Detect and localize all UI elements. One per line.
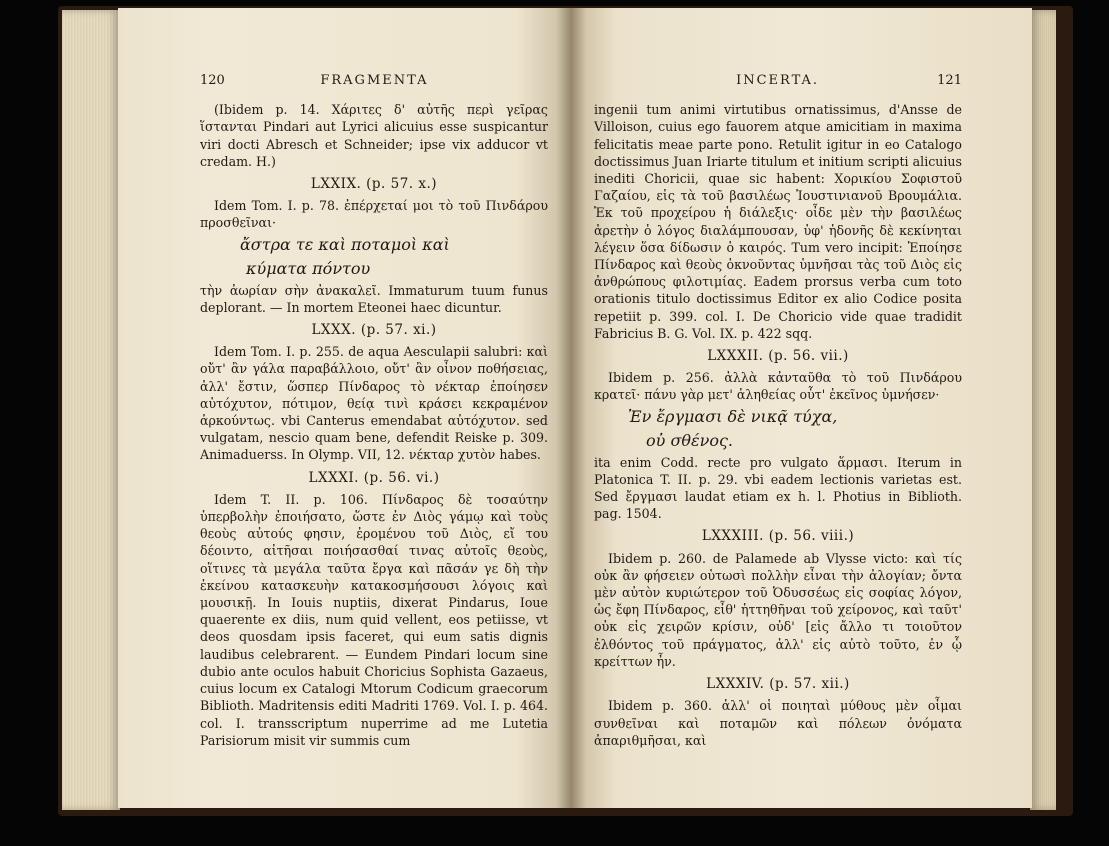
section-text: ita enim Codd. recte pro vulgato ἅρμασι. Iterum in Platonica T. II. p. 29. vbi eadem lectionis varietas est. Sed ἔργμασι laudat etiam ex h. l. Photius in Biblioth. pag. 1504.: [594, 454, 962, 522]
section-text: τὴν ἀωρίαν σὴν ἀνακαλεῖ. Immaturum tuum funus deplorant. — In mortem Eteonei haec dicuntur.: [200, 282, 548, 315]
verse-line: Ἐν ἔργμασι δὲ νικᾷ τύχα,: [628, 406, 838, 426]
section-heading: LXXIX. (p. 57. x.): [310, 176, 438, 193]
section-heading: LXXX. (p. 57. xi.): [311, 322, 437, 339]
section-heading: LXXXI. (p. 56. vi.): [308, 469, 440, 486]
left-page: [118, 8, 570, 808]
section-heading: LXXXIII. (p. 56. viii.): [701, 528, 855, 545]
section-heading: LXXXIV. (p. 57. xii.): [706, 676, 850, 693]
page-number: 120: [200, 73, 225, 88]
verse-line: οὐ σθένος.: [646, 430, 733, 450]
book-gutter: [556, 8, 586, 808]
running-title: FRAGMENTA: [320, 73, 429, 88]
page-number: 121: [937, 73, 962, 88]
section-text: Ibidem p. 260. de Palamede ab Vlysse victo: καὶ τίς οὐκ ἂν φήσειεν οὑτωσὶ πολλὴν εἶναι τὴν ἀλογίαν; ὄντα μὲν αὐτὸν κυριώτερον τοῦ Ὀδυσσέως εἰς σοφίας λόγον, ὡς ἔφη Πίνδαρος, εἶθ' ἡττηθῆναι τοῦ χείρονος, καὶ ταῦτ' οὐκ εἰς χειρῶν κρίσιν, οὐδ' [εἰς ἄλλο τι τοιοῦτον ἐλθόντος τοῦ πράγματος, ἀλλ' εἰς αὐτὸ τοῦτο, ἐν ᾧ κρείττων ἦν.: [594, 550, 962, 669]
verse-line: ἄστρα τε καὶ ποταμοὶ καὶ: [240, 234, 450, 254]
section-text: Ibidem p. 360. ἀλλ' οἱ ποιηταὶ μύθους μὲν οἶμαι συνθεῖναι καὶ ποταμῶν καὶ πόλεων ὀνόματα ἀπαριθμῆσαι, καὶ: [594, 698, 962, 748]
section-heading: LXXXII. (p. 56. vii.): [707, 348, 849, 365]
intro-paragraph: (Ibidem p. 14. Χάριτες δ' αὐτῆς περὶ γεῖρας ἵστανται Pindari aut Lyrici alicuius esse suspicantur viri docti Abresch et Schneider; ipse vix adducor vt credam. H.): [200, 102, 548, 169]
section-text: Idem Tom. I. p. 255. de aqua Aesculapii salubri: καὶ οὔτ' ἂν γάλα παραβάλλοιο, οὔτ' ἂν οἶνον ποθήσειας, ἀλλ' ἔστιν, ὥσπερ Πίνδαρος τὸ νέκταρ ἐποίησεν αὐτόχυτον, πότιμον, θείᾳ τινὶ κράσει κεκραμένον ἀρκούντως. vbi Canterus emendabat αὐτόχυτον. sed vulgatam, nescio quam bene, defendit Reiske p. 309. Animaduerss. In Olymp. VII, 12. νέκταρ χυτὸν habes.: [200, 344, 548, 463]
running-title: INCERTA.: [736, 73, 820, 88]
page-edges-left: [62, 10, 120, 810]
page-edges-right: [1030, 10, 1056, 810]
left-page-content: [200, 72, 548, 749]
section-text: Ibidem p. 256. ἀλλὰ κἀνταῦθα τὸ τοῦ Πινδάρου κρατεῖ· πάνυ γὰρ μετ' ἀληθείας οὗτ' ἐκεῖνος ὑμνήσεν·: [594, 370, 962, 403]
right-running-head: [594, 72, 962, 89]
left-running-head: [200, 72, 548, 89]
right-page-content: [594, 72, 962, 749]
section-text: Idem Tom. I. p. 78. ἐπέρχεταί μοι τὸ τοῦ Πινδάρου προσθεῖναι·: [200, 198, 548, 231]
right-page: [570, 8, 1032, 808]
verse-line: κύματα πόντου: [246, 258, 371, 278]
intro-paragraph: ingenii tum animi virtutibus ornatissimus, d'Ansse de Villoison, cuius ego fauorem atque amicitiam in maxima felicitatis meae parte pono. Retulit igitur in eo Catalogo doctissimus Juan Iriarte titulum et initium scripti alicuius inediti Choricii, quae sic habent: Χορικίου Σοφιστοῦ Γαζαίου, εἰς τὰ τοῦ βασιλέως Ἰουστινιανοῦ Βρουμάλια. Ἐκ τοῦ προχείρου ἡ διάλεξις· οἶδε μὲν τὴν βασιλέως ἀρετὴν ὁ λόγος διαλάμπουσαν, ὑφ' ἡδονῆς δὲ κεκίνηται λέγειν ὅσα δίδωσιν ὁ καιρός. Tum vero incipit: Ἐποίησε Πίνδαρος καὶ θεοὺς ὀκνοῦντας ὑμνῆσαι τὰς τοῦ Διὸς εἰς ἀνθρώπους φιλοτιμίας. Eadem prorsus verba cum toto orationis titulo doctissimus Editor ex alio Codice posita repetiit p. 399. col. I. De Choricio vide quae tradidit Fabricius B. G. Vol. IX. p. 422 sqq.: [594, 102, 962, 341]
section-text: Idem T. II. p. 106. Πίνδαρος δὲ τοσαύτην ὑπερβολὴν ἐποιήσατο, ὥστε ἐν Διὸς γάμῳ καὶ τοὺς θεοὺς αὐτούς φησιν, ἐρομένου τοῦ Διὸς, εἴ του δέοιντο, αἰτῆσαι ποιήσασθαί τινας αὐτοῖς θεοὺς, οἵτινες τὰ μεγάλα ταῦτα ἔργα καὶ πᾶσάν γε δὴ τὴν ἐκείνου κατασκευὴν κατακοσμήσουσι λόγοις καὶ μουσικῇ. In Iouis nuptiis, dixerat Pindarus, Ioue quaerente ex diis, num quid vellent, eos petiisse, vt deos quosdam ipsis faceret, qui eum satis dignis laudibus celebrarent. — Eundem Pindari locum sine dubio ante oculos habuit Choricius Sophista Gazaeus, cuius locum ex Catalogi Mtorum Codicum graecorum Biblioth. Madritensis editi Madriti 1769. Vol. I. p. 464. col. I. transscriptum nuperrime ad me Lutetia Parisiorum misit vir summis cum: [200, 491, 548, 748]
